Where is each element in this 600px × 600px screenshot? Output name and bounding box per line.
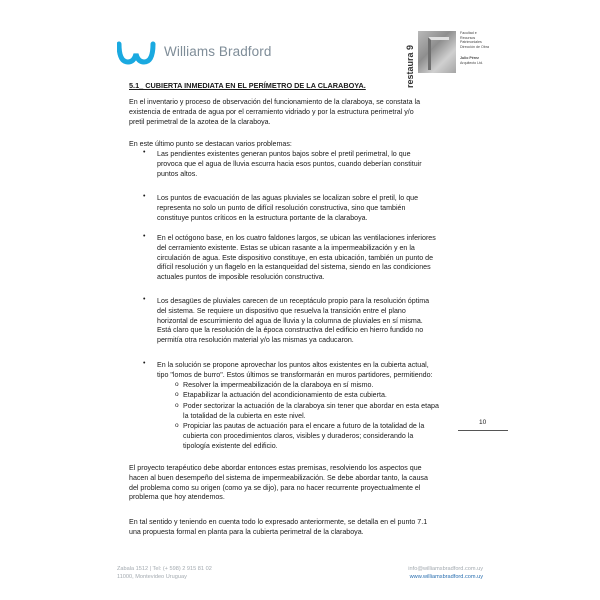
footer-website-link[interactable]: www.williamsbradford.com.uy bbox=[409, 574, 483, 580]
text-line: Poder sectorizar la actuación de la claraboya sin tener que abordar en esta etapa bbox=[183, 402, 439, 410]
williams-bradford-logo-icon bbox=[117, 40, 161, 66]
text-line: En el inventario y proceso de observación del funcionamiento de la claraboya, se constata la bbox=[129, 98, 421, 106]
building-photo bbox=[418, 31, 456, 73]
bullet-glyph: • bbox=[143, 360, 146, 367]
text-line: existencia de entrada de agua por el cerramiento vidriado y por la estructura perimetral y/o bbox=[129, 107, 414, 116]
text-line: cubierta con procedimientos claros, visibles y duraderos; considerando la bbox=[183, 431, 414, 440]
vertical-label-text: restaura 9 bbox=[405, 44, 415, 88]
brand-name: Williams Bradford bbox=[164, 44, 272, 59]
sub-bullet-item bbox=[183, 402, 468, 422]
info-block-2 bbox=[460, 56, 483, 65]
text-line: En tal sentido y teniendo en cuenta todo lo expresado anteriormente, se detalla en el punto 7.1 bbox=[129, 518, 428, 526]
text-line: puntos altos. bbox=[157, 169, 198, 178]
info-line: Facultad e bbox=[460, 31, 477, 35]
sub-bullet-item bbox=[183, 422, 468, 451]
closing-paragraph-2 bbox=[129, 518, 468, 538]
page-number-rule bbox=[458, 430, 508, 431]
bullet-glyph: • bbox=[143, 296, 146, 303]
bullet-glyph: • bbox=[143, 233, 146, 240]
text-line: del problema como su origen (como ya se dijo), para no hacer recurrente proyectualmente el bbox=[129, 483, 421, 492]
sub-bullet-glyph: o bbox=[175, 402, 179, 409]
text-line: problema que hoy atendemos. bbox=[129, 493, 225, 502]
text-line: del cerramiento existente. Estas se ubican rasante a la impermeabilización y en la bbox=[157, 243, 415, 252]
text-line: del sistema. Se requiere un dispositivo que resuelva la transición entre el plano bbox=[157, 306, 406, 315]
problems-lead: En este último punto se destacan varios problemas: bbox=[129, 140, 292, 148]
bullet-item bbox=[157, 297, 468, 346]
text-line: provoca que el agua de lluvia escurra hacia esos puntos, cuando deberían constituir bbox=[157, 159, 422, 168]
text-line: Está claro que la resolución de la época constructiva del edificio en hierro fundido no bbox=[157, 326, 424, 335]
footer-address-line: 11000, Montevideo Uruguay bbox=[117, 574, 187, 580]
bullet-item bbox=[157, 234, 468, 283]
sub-bullet-item: Resolver la impermeabilización de la claraboya en sí mismo. bbox=[183, 381, 374, 389]
sub-bullet-item: Etapabilizar la actuación del acondicionamiento de esta cubierta. bbox=[183, 391, 387, 399]
text-line: tipología existente del edificio. bbox=[183, 441, 278, 450]
text-line: hacen al buen desempeño del sistema de impermeabilización. Se debe abordar tanto, la causa bbox=[129, 473, 428, 482]
info-line: Julio Pérez bbox=[460, 56, 479, 60]
info-line: Patrimoniales bbox=[460, 40, 482, 45]
text-line: En el octógono base, en los cuatro faldones largos, se ubican las ventilaciones inferiores bbox=[157, 234, 436, 242]
bullet-item bbox=[157, 150, 468, 179]
info-line: Arquitecto Ltd. bbox=[460, 60, 484, 65]
sub-bullet-glyph: o bbox=[175, 391, 179, 398]
info-line: Recursos bbox=[460, 35, 476, 40]
text-line: constituye puntos críticos en la estructura portante de la claraboya. bbox=[157, 213, 368, 222]
intro-paragraph bbox=[129, 98, 468, 127]
footer-address bbox=[117, 565, 212, 581]
text-line: representa no solo un punto de difícil resolución constructiva, sino que también bbox=[157, 203, 406, 212]
text-line: permitía otra resolución material y/o las mismas ya caducaron. bbox=[157, 336, 354, 345]
footer-address-line: Zabala 1512 | Tel: (+ 598) 2 915 81 02 bbox=[117, 566, 212, 572]
text-line: circulación de agua. Este dispositivo constituye, en esta ubicación, también un punto de bbox=[157, 253, 434, 262]
text-line: tipo "lomos de burro". Estos últimos se transformarán en muros partidores, permitiendo: bbox=[157, 370, 433, 379]
text-line: pretil perimetral de la azotea de la claraboya. bbox=[129, 117, 271, 126]
text-line: horizontal de escurrimiento del agua de lluvia y la columna de pluviales en sí misma. bbox=[157, 316, 423, 325]
text-line: Las pendientes existentes generan puntos bajos sobre el pretil perimetral, lo que bbox=[157, 150, 411, 158]
text-line: actuales puntos de imposible resolución constructiva. bbox=[157, 273, 325, 282]
text-line: Propiciar las pautas de actuación para el encare a futuro de la totalidad de la bbox=[183, 422, 425, 430]
text-line: En la solución se propone aprovechar los puntos altos existentes en la cubierta actual, bbox=[157, 361, 429, 369]
footer-email-link[interactable]: info@williamsbradford.com.uy bbox=[408, 566, 483, 572]
bullet-item bbox=[157, 361, 468, 381]
section-heading: 5.1_ CUBIERTA INMEDIATA EN EL PERÍMETRO DE LA CLARABOYA. bbox=[129, 81, 366, 90]
closing-paragraph-1 bbox=[129, 464, 468, 503]
text-line: la totalidad de la cubierta en este nivel. bbox=[183, 411, 306, 420]
text-line: El proyecto terapéutico debe abordar entonces estas premisas, resolviendo los aspectos que bbox=[129, 464, 422, 472]
footer-contact bbox=[408, 565, 483, 581]
bullet-item bbox=[157, 194, 468, 223]
sub-bullet-glyph: o bbox=[175, 381, 179, 388]
bullet-glyph: • bbox=[143, 149, 146, 156]
text-line: una propuesta formal en planta para la cubierta perimetral de la claraboya. bbox=[129, 527, 364, 536]
vertical-label bbox=[403, 22, 417, 90]
info-line: Dirección de Obra bbox=[460, 44, 489, 49]
text-line: Los desagües de pluviales carecen de un receptáculo propio para la resolución óptima bbox=[157, 297, 430, 305]
text-line: Los puntos de evacuación de las aguas pluviales se localizan sobre el pretil, lo que bbox=[157, 194, 419, 202]
bullet-glyph: • bbox=[143, 193, 146, 200]
sub-bullet-glyph: o bbox=[175, 422, 179, 429]
text-line: difícil resolución y un flagelo en la estanqueidad del sistema, siendo en las condiciones bbox=[157, 263, 431, 272]
info-block-1 bbox=[460, 31, 489, 49]
page-number: 10 bbox=[479, 419, 487, 426]
